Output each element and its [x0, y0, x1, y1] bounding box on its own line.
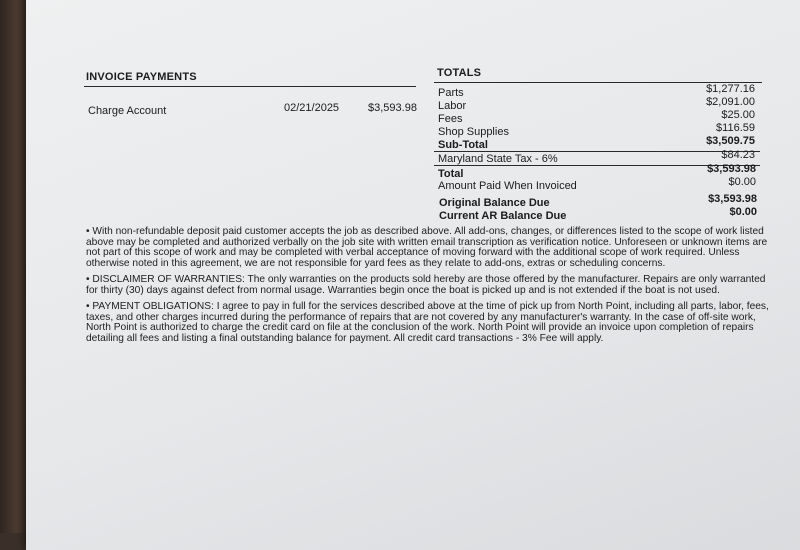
totals-label-parts: Parts [438, 87, 464, 99]
totals-label-fees: Fees [438, 113, 463, 125]
totals-value-original-balance: $3,593.98 [708, 193, 757, 205]
totals-label-tax: Maryland State Tax - 6% [438, 153, 558, 165]
payment-date: 02/21/2025 [284, 102, 340, 114]
totals-value-fees: $25.00 [721, 109, 755, 121]
invoice-payments-title: INVOICE PAYMENTS [86, 71, 197, 83]
terms-scope-of-work: • With non-refundable deposit paid customer accepts the job as described above. All add-ons, changes, or differences listed to the scope of work listed above may be completed and authorized verbally on the job site with written email transcription as verification notice. Unforeseen or unknown items are not part of this scope of work and may be completed with verbal acceptance of moving forward with the additional scope of work required. Unless otherwise noted in this agreement, we are not responsible for yard fees as they relate to add-ons, extras or scheduling concerns. [86, 226, 768, 269]
payment-method: Charge Account [88, 105, 167, 117]
totals-label-current-ar-balance: Current AR Balance Due [439, 210, 567, 222]
totals-value-tax: $84.23 [721, 149, 755, 161]
totals-value-labor: $2,091.00 [706, 96, 755, 108]
totals-label-shop-supplies: Shop Supplies [438, 126, 509, 138]
invoice-payments-rule [84, 86, 416, 87]
totals-value-amount-paid: $0.00 [728, 176, 756, 188]
totals-value-shop-supplies: $116.59 [716, 122, 755, 134]
terms-disclaimer-of-warranties: • DISCLAIMER OF WARRANTIES: The only warranties on the products sold hereby are those offered by the manufacturer. Repairs are only warranted for thirty (30) days against defect from normal usage. Warranties begin once the boat is picked up and is not extended if the boat is not used. [86, 274, 766, 296]
totals-label-sub-total: Sub-Total [438, 139, 488, 151]
terms-section [86, 227, 770, 350]
totals-value-sub-total: $3,509.75 [706, 135, 755, 147]
totals-label-original-balance: Original Balance Due [439, 197, 550, 209]
totals-label-labor: Labor [438, 100, 467, 112]
totals-label-total: Total [438, 168, 464, 180]
totals-value-parts: $1,277.16 [706, 83, 755, 95]
totals-title: TOTALS [437, 67, 482, 79]
totals-value-current-ar-balance: $0.00 [729, 206, 757, 218]
payment-amount: $3,593.98 [368, 102, 417, 114]
terms-payment-obligations: • PAYMENT OBLIGATIONS: I agree to pay in full for the services described above at the time of pick up from North Point, including all parts, labor, fees, taxes, and other charges incurred during the performance of repairs that are not covered by any manufacturer's warranty. In the case of off-site work, North Point is authorized to charge the credit card on file at the conclusion of the work. North Point will provide an invoice upon completion of repairs detailing all fees and listing a final outstanding balance for payment. All credit card transactions - 3% Fee will apply. [86, 301, 769, 344]
totals-value-total: $3,593.98 [707, 163, 756, 175]
totals-label-amount-paid: Amount Paid When Invoiced [438, 180, 577, 192]
